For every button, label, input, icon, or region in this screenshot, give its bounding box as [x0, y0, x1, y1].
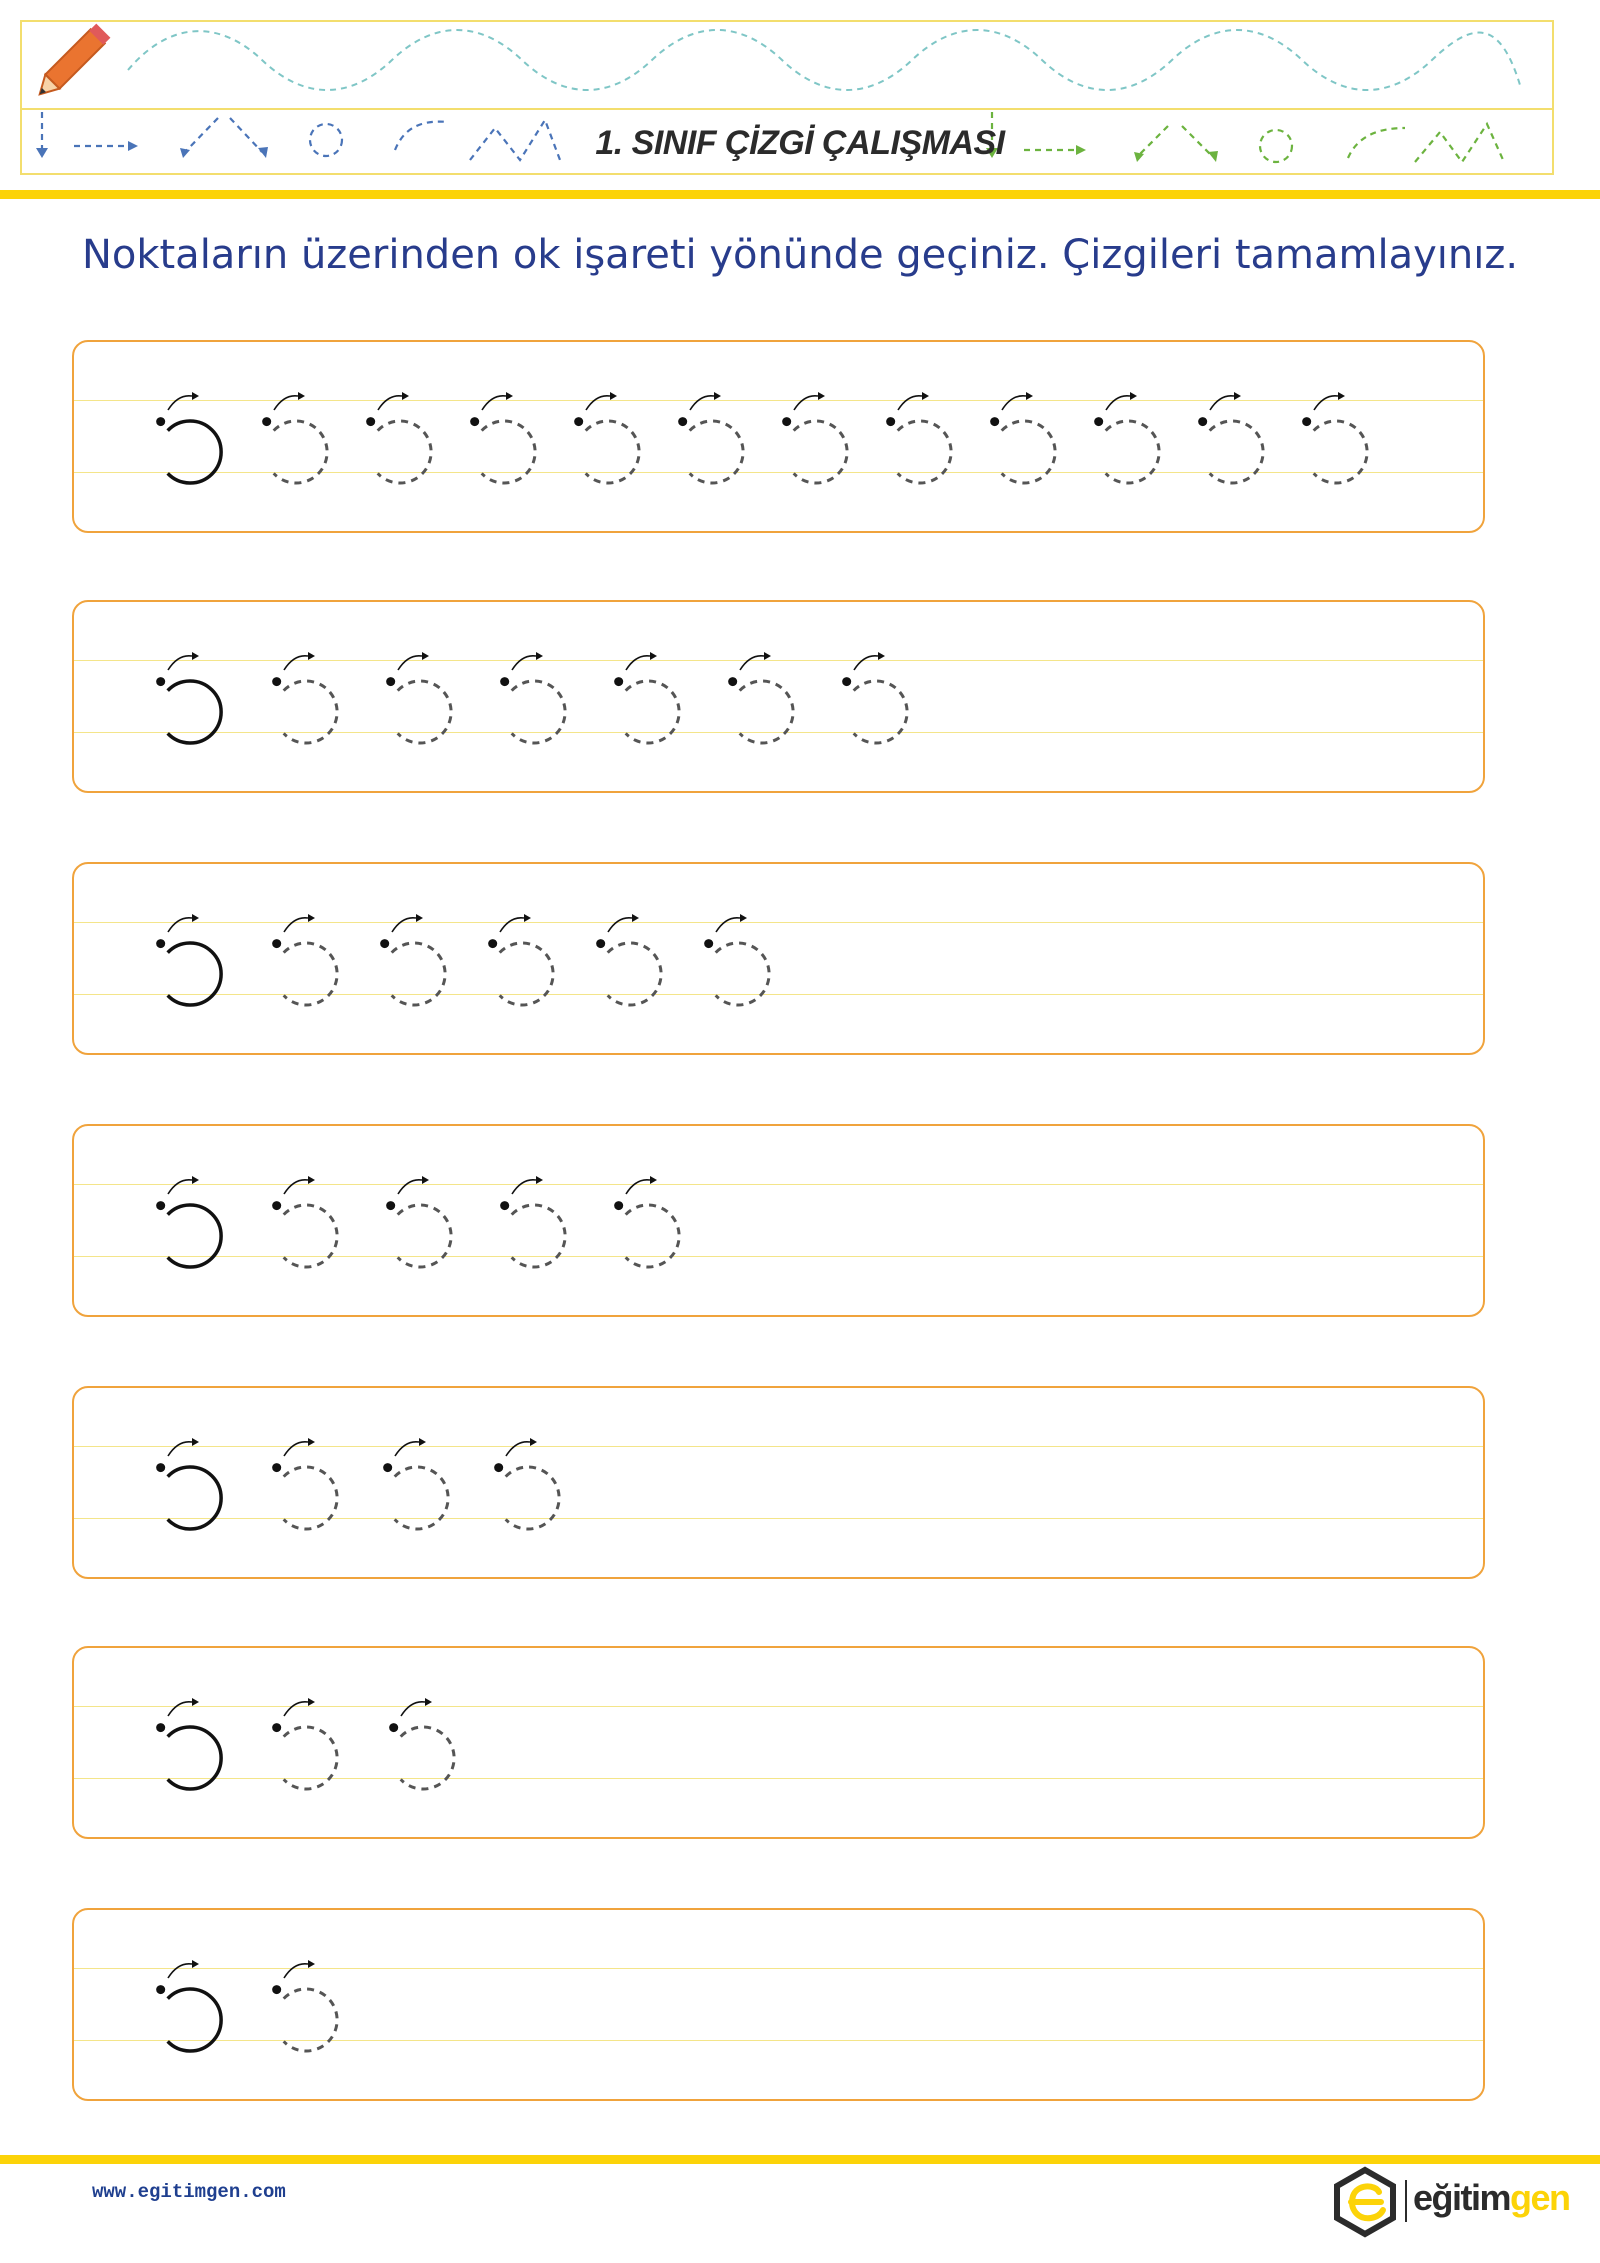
- practice-row: [72, 862, 1485, 1055]
- direction-arrow-icon: [506, 1442, 530, 1456]
- model-trace-shape: [156, 1698, 221, 1789]
- trace-arc: [512, 1205, 565, 1267]
- dashed-trace-shape[interactable]: [383, 1438, 448, 1529]
- dashed-trace-shape[interactable]: [272, 1176, 337, 1267]
- dashed-trace-shape[interactable]: [596, 914, 661, 1005]
- start-dot: [574, 417, 583, 426]
- hexagon-e-logo-icon: [1325, 2162, 1405, 2242]
- footer-url[interactable]: www.egitimgen.com: [92, 2181, 286, 2203]
- dashed-circle-sample: [310, 124, 342, 156]
- trace-shapes-layer: [74, 1910, 1487, 2103]
- trace-arc: [392, 943, 445, 1005]
- arrow-head: [192, 914, 199, 922]
- logo-wordmark-main: eğitim: [1413, 2177, 1511, 2218]
- dashed-trace-shape[interactable]: [500, 1176, 565, 1267]
- start-dot: [596, 939, 605, 948]
- dashed-trace-shape[interactable]: [574, 392, 639, 483]
- trace-arc: [284, 943, 337, 1005]
- trace-arc: [401, 1727, 454, 1789]
- dashed-zigzag-sample-green: [1415, 124, 1504, 162]
- direction-arrow-icon: [608, 918, 632, 932]
- worksheet-title: 1. SINIF ÇİZGİ ÇALIŞMASI: [595, 124, 1005, 162]
- trace-arc: [168, 681, 221, 743]
- trace-arc: [1314, 421, 1367, 483]
- dashed-trace-shape[interactable]: [842, 652, 907, 743]
- trace-arc: [284, 1727, 337, 1789]
- direction-arrow-icon: [168, 1180, 192, 1194]
- dashed-trace-shape[interactable]: [1198, 392, 1263, 483]
- trace-arc: [168, 1205, 221, 1267]
- arrow-head: [536, 1176, 543, 1184]
- logo-wordmark: [1413, 2176, 1570, 2220]
- trace-shapes-layer: [74, 602, 1487, 795]
- dashed-trace-shape[interactable]: [272, 914, 337, 1005]
- start-dot: [272, 1463, 281, 1472]
- trace-arc: [512, 681, 565, 743]
- start-dot: [614, 1201, 623, 1210]
- start-dot: [1198, 417, 1207, 426]
- trace-shapes-layer: [74, 1126, 1487, 1319]
- trace-arc: [690, 421, 743, 483]
- dashed-trace-shape[interactable]: [380, 914, 445, 1005]
- direction-arrow-icon: [1106, 396, 1130, 410]
- start-dot: [1302, 417, 1311, 426]
- dashed-trace-shape[interactable]: [614, 1176, 679, 1267]
- trace-arc: [168, 1467, 221, 1529]
- start-dot: [366, 417, 375, 426]
- start-dot: [156, 1201, 165, 1210]
- arrow-head: [536, 652, 543, 660]
- arrow-head: [764, 652, 771, 660]
- start-dot: [156, 677, 165, 686]
- start-dot: [500, 677, 509, 686]
- diagonal-arrow-sample: [185, 118, 218, 152]
- direction-arrow-icon: [626, 656, 650, 670]
- dashed-trace-shape[interactable]: [262, 392, 327, 483]
- dashed-trace-shape[interactable]: [386, 652, 451, 743]
- trace-arc: [794, 421, 847, 483]
- start-dot: [990, 417, 999, 426]
- arrow-head: [192, 1176, 199, 1184]
- arrow-head: [308, 1176, 315, 1184]
- start-dot: [156, 417, 165, 426]
- start-dot: [494, 1463, 503, 1472]
- arrow-head: [1130, 392, 1137, 400]
- model-trace-shape: [156, 652, 221, 743]
- dashed-trace-shape[interactable]: [272, 1698, 337, 1789]
- trace-arc: [284, 681, 337, 743]
- direction-arrow-icon: [398, 1180, 422, 1194]
- trace-arc: [1002, 421, 1055, 483]
- arrow-head: [818, 392, 825, 400]
- dashed-trace-shape[interactable]: [494, 1438, 559, 1529]
- trace-arc: [500, 943, 553, 1005]
- trace-arc: [586, 421, 639, 483]
- trace-arc: [608, 943, 661, 1005]
- direction-arrow-icon: [392, 918, 416, 932]
- start-dot: [380, 939, 389, 948]
- dashed-trace-shape[interactable]: [614, 652, 679, 743]
- arrow-head: [192, 652, 199, 660]
- logo-divider: [1405, 2180, 1407, 2222]
- dashed-trace-shape[interactable]: [272, 1438, 337, 1529]
- direction-arrow-icon: [378, 396, 402, 410]
- arrow-head: [192, 1960, 199, 1968]
- trace-shapes-layer: [74, 342, 1487, 535]
- direction-arrow-icon: [168, 918, 192, 932]
- dashed-wave-line: [128, 30, 1520, 90]
- dashed-trace-shape[interactable]: [386, 1176, 451, 1267]
- direction-arrow-icon: [512, 656, 536, 670]
- trace-arc: [168, 1727, 221, 1789]
- direction-arrow-icon: [898, 396, 922, 410]
- start-dot: [614, 677, 623, 686]
- direction-arrow-icon: [1314, 396, 1338, 410]
- arrow-head: [922, 392, 929, 400]
- arrow-head: [650, 1176, 657, 1184]
- start-dot: [156, 939, 165, 948]
- trace-arc: [274, 421, 327, 483]
- arrow-head: [422, 652, 429, 660]
- direction-arrow-icon: [168, 1442, 192, 1456]
- trace-arc: [506, 1467, 559, 1529]
- arrow-head: [422, 1176, 429, 1184]
- trace-arc: [395, 1467, 448, 1529]
- practice-row: [72, 1124, 1485, 1317]
- arrow-head: [192, 1698, 199, 1706]
- direction-arrow-icon: [168, 1964, 192, 1978]
- direction-arrow-icon: [1210, 396, 1234, 410]
- start-dot: [842, 677, 851, 686]
- trace-arc: [482, 421, 535, 483]
- direction-arrow-icon: [284, 1964, 308, 1978]
- dashed-trace-shape[interactable]: [1302, 392, 1367, 483]
- start-dot: [272, 1201, 281, 1210]
- direction-arrow-icon: [1002, 396, 1026, 410]
- arrow-head: [192, 392, 199, 400]
- direction-arrow-icon: [168, 396, 192, 410]
- practice-row: [72, 600, 1485, 793]
- direction-arrow-icon: [398, 656, 422, 670]
- stroke-samples-left: [42, 112, 560, 160]
- top-accent-bar: [0, 190, 1600, 199]
- model-trace-shape: [156, 1176, 221, 1267]
- trace-arc: [398, 681, 451, 743]
- pencil-icon: [33, 24, 111, 102]
- model-trace-shape: [156, 1960, 221, 2051]
- dashed-trace-shape[interactable]: [886, 392, 951, 483]
- direction-arrow-icon: [794, 396, 818, 410]
- dashed-arc-sample: [395, 122, 448, 150]
- start-dot: [1094, 417, 1103, 426]
- dashed-trace-shape[interactable]: [704, 914, 769, 1005]
- arrow-head: [740, 914, 747, 922]
- start-dot: [886, 417, 895, 426]
- start-dot: [272, 677, 281, 686]
- direction-arrow-icon: [512, 1180, 536, 1194]
- trace-arc: [168, 1989, 221, 2051]
- start-dot: [728, 677, 737, 686]
- direction-arrow-icon: [284, 1442, 308, 1456]
- dashed-trace-shape[interactable]: [389, 1698, 454, 1789]
- start-dot: [389, 1723, 398, 1732]
- practice-row: [72, 340, 1485, 533]
- dashed-trace-shape[interactable]: [366, 392, 431, 483]
- start-dot: [386, 677, 395, 686]
- direction-arrow-icon: [716, 918, 740, 932]
- arrow-head: [1338, 392, 1345, 400]
- dashed-trace-shape[interactable]: [500, 652, 565, 743]
- trace-arc: [1210, 421, 1263, 483]
- arrow-head: [308, 914, 315, 922]
- direction-arrow-icon: [284, 1702, 308, 1716]
- start-dot: [678, 417, 687, 426]
- start-dot: [272, 1723, 281, 1732]
- direction-arrow-icon: [500, 918, 524, 932]
- dashed-trace-shape[interactable]: [272, 652, 337, 743]
- arrow-head: [298, 392, 305, 400]
- arrow-head: [632, 914, 639, 922]
- trace-shapes-layer: [74, 1648, 1487, 1841]
- dashed-circle-sample-green: [1260, 130, 1292, 162]
- trace-arc: [1106, 421, 1159, 483]
- arrow-head: [1234, 392, 1241, 400]
- trace-arc: [168, 421, 221, 483]
- start-dot: [704, 939, 713, 948]
- trace-shapes-layer: [74, 1388, 1487, 1581]
- practice-row: [72, 1386, 1485, 1579]
- direction-arrow-icon: [168, 1702, 192, 1716]
- arrow-head: [308, 1698, 315, 1706]
- instruction-text: Noktaların üzerinden ok işareti yönünde geçiniz. Çizgileri tamamlayınız.: [81, 232, 1519, 278]
- arrow-head: [416, 914, 423, 922]
- start-dot: [782, 417, 791, 426]
- start-dot: [156, 1463, 165, 1472]
- trace-shapes-layer: [74, 864, 1487, 1057]
- dashed-zigzag-sample: [470, 120, 560, 160]
- direction-arrow-icon: [168, 656, 192, 670]
- trace-arc: [284, 1989, 337, 2051]
- header-decorations: [0, 0, 1600, 200]
- direction-arrow-icon: [274, 396, 298, 410]
- direction-arrow-icon: [854, 656, 878, 670]
- dashed-trace-shape[interactable]: [990, 392, 1055, 483]
- start-dot: [383, 1463, 392, 1472]
- trace-arc: [716, 943, 769, 1005]
- arrow-head: [524, 914, 531, 922]
- arrow-head: [1026, 392, 1033, 400]
- trace-arc: [398, 1205, 451, 1267]
- direction-arrow-icon: [284, 656, 308, 670]
- model-trace-shape: [156, 392, 221, 483]
- arrow-head: [530, 1438, 537, 1446]
- trace-arc: [740, 681, 793, 743]
- start-dot: [262, 417, 271, 426]
- trace-arc: [626, 1205, 679, 1267]
- direction-arrow-icon: [740, 656, 764, 670]
- arrow-head: [402, 392, 409, 400]
- arrow-head: [878, 652, 885, 660]
- trace-arc: [378, 421, 431, 483]
- arrow-head: [419, 1438, 426, 1446]
- trace-arc: [284, 1205, 337, 1267]
- trace-arc: [168, 943, 221, 1005]
- start-dot: [500, 1201, 509, 1210]
- brand-logo: [1325, 2162, 1585, 2242]
- start-dot: [488, 939, 497, 948]
- trace-arc: [898, 421, 951, 483]
- dashed-trace-shape[interactable]: [728, 652, 793, 743]
- model-trace-shape: [156, 1438, 221, 1529]
- practice-row: [72, 1646, 1485, 1839]
- stroke-samples-right: [992, 112, 1504, 162]
- start-dot: [272, 1985, 281, 1994]
- arrow-head: [308, 1960, 315, 1968]
- dashed-trace-shape[interactable]: [782, 392, 847, 483]
- direction-arrow-icon: [395, 1442, 419, 1456]
- model-trace-shape: [156, 914, 221, 1005]
- direction-arrow-icon: [284, 1180, 308, 1194]
- direction-arrow-icon: [284, 918, 308, 932]
- arrow-head: [714, 392, 721, 400]
- start-dot: [156, 1985, 165, 1994]
- trace-arc: [854, 681, 907, 743]
- dashed-trace-shape[interactable]: [272, 1960, 337, 2051]
- arrow-head: [308, 652, 315, 660]
- logo-wordmark-accent: gen: [1510, 2177, 1570, 2218]
- arrow-head: [425, 1698, 432, 1706]
- direction-arrow-icon: [626, 1180, 650, 1194]
- start-dot: [156, 1723, 165, 1732]
- dashed-trace-shape[interactable]: [470, 392, 535, 483]
- direction-arrow-icon: [690, 396, 714, 410]
- dashed-trace-shape[interactable]: [488, 914, 553, 1005]
- direction-arrow-icon: [482, 396, 506, 410]
- diagonal-arrow-sample-green: [1138, 126, 1168, 156]
- dashed-trace-shape[interactable]: [678, 392, 743, 483]
- direction-arrow-icon: [586, 396, 610, 410]
- arrow-head: [308, 1438, 315, 1446]
- arrow-head: [650, 652, 657, 660]
- start-dot: [272, 939, 281, 948]
- dashed-trace-shape[interactable]: [1094, 392, 1159, 483]
- dashed-arc-sample-green: [1348, 128, 1405, 158]
- practice-row: [72, 1908, 1485, 2101]
- arrow-head: [610, 392, 617, 400]
- start-dot: [470, 417, 479, 426]
- arrow-head: [192, 1438, 199, 1446]
- trace-arc: [284, 1467, 337, 1529]
- arrow-head: [506, 392, 513, 400]
- trace-arc: [626, 681, 679, 743]
- start-dot: [386, 1201, 395, 1210]
- direction-arrow-icon: [401, 1702, 425, 1716]
